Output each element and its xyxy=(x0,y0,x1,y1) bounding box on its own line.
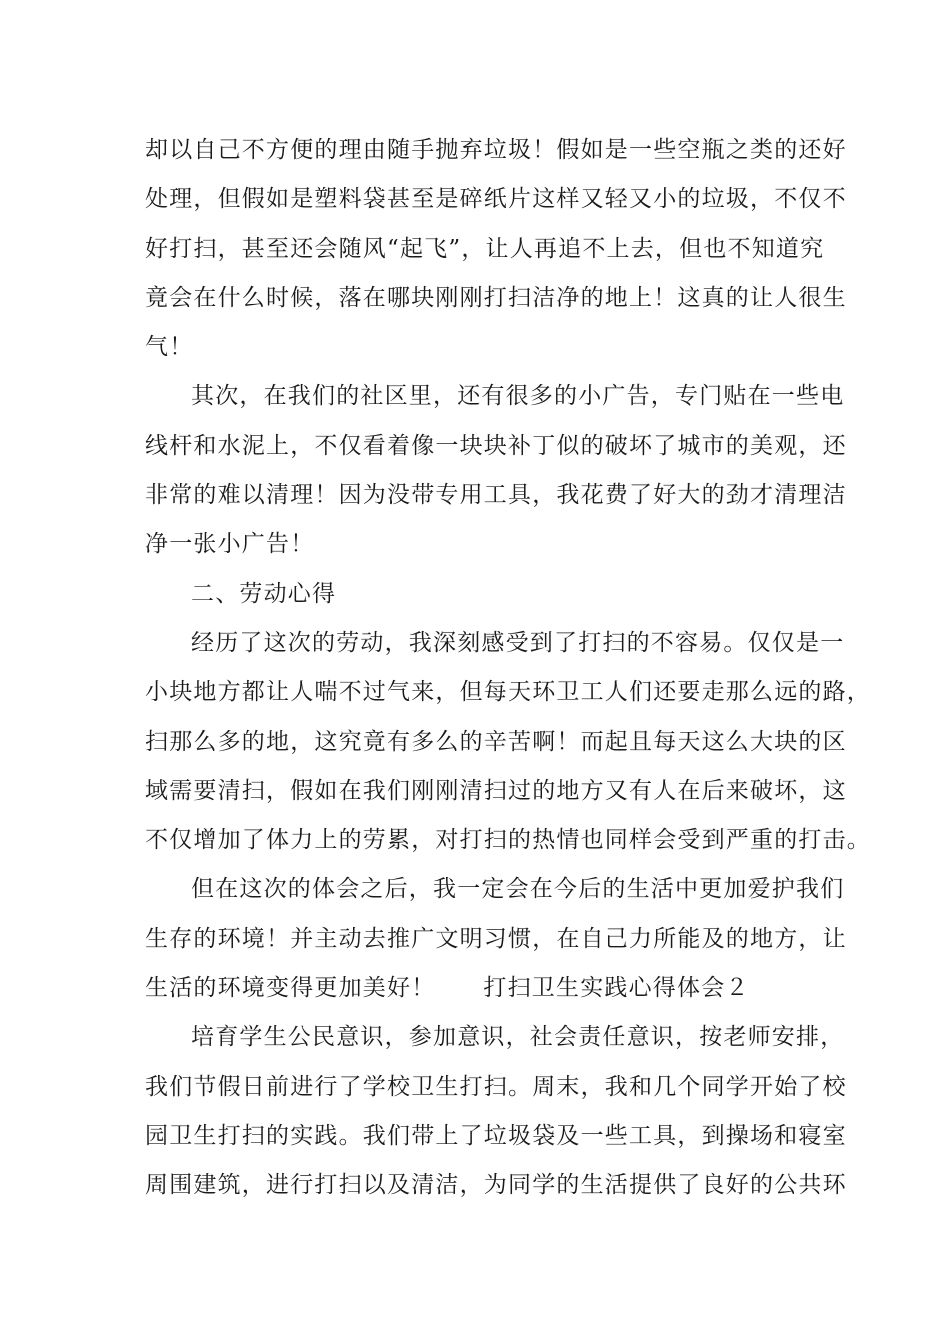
text-line: 竟会在什么时候，落在哪块刚刚打扫洁净的地上！这真的让人很生 xyxy=(145,284,847,311)
text-line: 净一张小广告！ xyxy=(145,531,315,558)
paragraph-campus-cleaning xyxy=(145,1013,847,1210)
paragraph-conclusion xyxy=(145,865,847,1013)
text-line: 线杆和水泥上，不仅看着像一块块补丁似的破坏了城市的美观，还 xyxy=(145,432,847,459)
text-line: 非常的难以清理！因为没带专用工具，我花费了好大的劲才清理洁 xyxy=(145,482,847,509)
text-line: 经历了这次的劳动，我深刻感受到了打扫的不容易。仅仅是一 xyxy=(191,629,845,656)
text-line: 却以自己不方便的理由随手抛弃垃圾！假如是一些空瓶之类的还好 xyxy=(145,137,847,163)
text-line-with-heading xyxy=(145,964,825,1013)
text-line: 好打扫，甚至还会随风“起飞”，让人再追不上去，但也不知道究 xyxy=(145,235,825,262)
text-line: 域需要清扫，假如在我们刚刚清扫过的地方又有人在后来破坏，这 xyxy=(145,777,847,804)
text-line: 不仅增加了体力上的劳累，对打扫的热情也同样会受到严重的打击。 xyxy=(145,827,871,854)
paragraph-insights xyxy=(145,619,871,865)
text-line: 园卫生打扫的实践。我们带上了垃圾袋及一些工具，到操场和寝室 xyxy=(145,1122,847,1149)
text-line: 气！ xyxy=(145,334,194,361)
text-line: 但在这次的体会之后，我一定会在今后的生活中更加爱护我们 xyxy=(191,876,845,903)
text-line: 扫那么多的地，这究竟有多么的辛苦啊！而起且每天这么大块的区 xyxy=(145,728,847,755)
inline-section-title: 打扫卫生实践心得体会２ xyxy=(483,975,750,1002)
paragraph-ads xyxy=(145,372,847,569)
text-line: 处理，但假如是塑料袋甚至是碎纸片这样又轻又小的垃圾，不仅不 xyxy=(145,186,847,213)
text-line: 周围建筑，进行打扫以及清洁，为同学的生活提供了良好的公共环 xyxy=(145,1172,847,1199)
heading-labor-insights: 二、劳动心得 xyxy=(191,580,337,607)
text-line: 生存的环境！并主动去推广文明习惯，在自己力所能及的地方，让 xyxy=(145,925,847,952)
text-line: 小块地方都让人喘不过气来，但每天环卫工人们还要走那么远的路， xyxy=(145,679,871,706)
text-line: 其次，在我们的社区里，还有很多的小广告，专门贴在一些电 xyxy=(191,383,845,410)
paragraph-litter xyxy=(145,126,847,372)
section-heading xyxy=(145,570,825,619)
text-line: 培育学生公民意识，参加意识，社会责任意识，按老师安排， xyxy=(191,1024,845,1051)
text-fragment: 生活的环境变得更加美好！ xyxy=(145,975,436,1002)
document-body xyxy=(145,126,871,1211)
text-line: 我们节假日前进行了学校卫生打扫。周末，我和几个同学开始了校 xyxy=(145,1073,847,1100)
